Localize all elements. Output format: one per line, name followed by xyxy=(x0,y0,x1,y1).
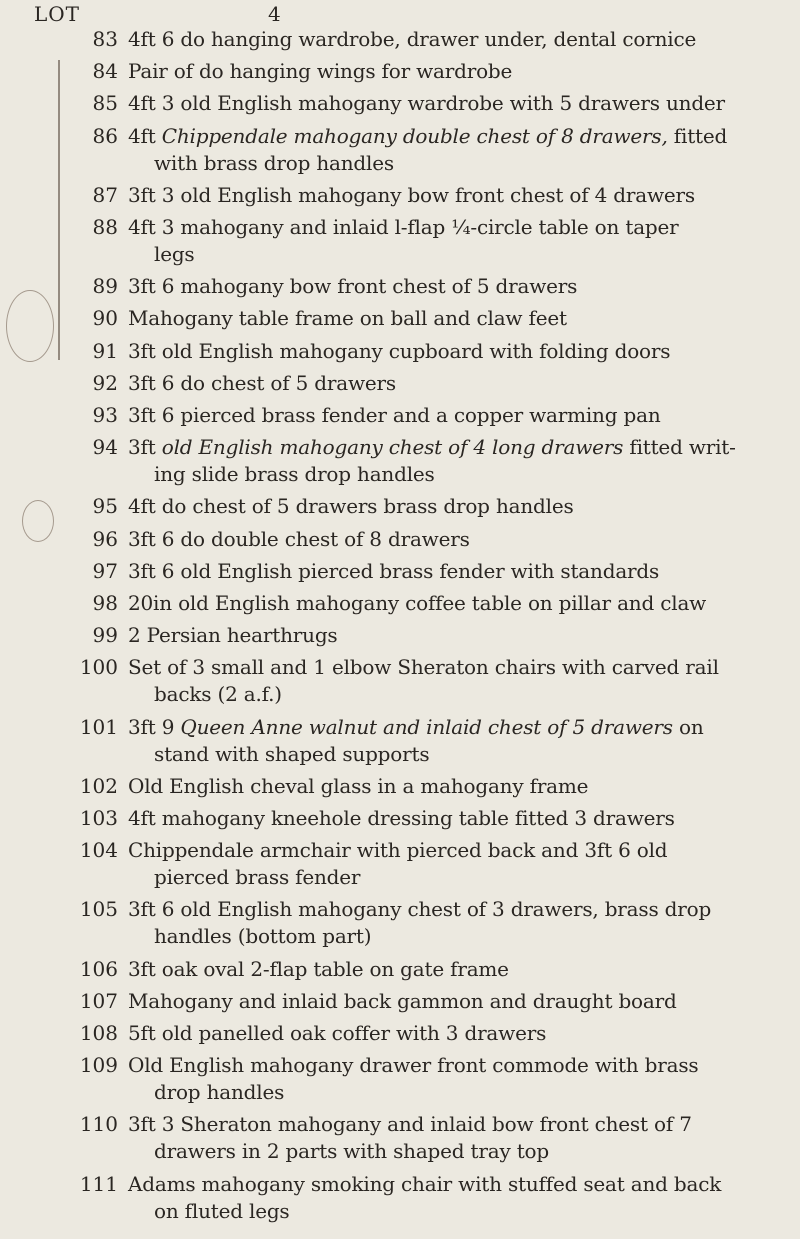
lot-number: 110 xyxy=(79,1112,118,1137)
lot-number: 94 xyxy=(92,435,118,460)
lot-description xyxy=(128,123,768,150)
lot-description-continuation: backs (2 a.f.) xyxy=(154,682,282,707)
lot-description-continuation: with brass drop handles xyxy=(154,150,394,175)
description-part: fitted writ- xyxy=(623,435,736,460)
lot-description-continuation: drawers in 2 parts with shaped tray top xyxy=(154,1139,550,1164)
lot-description-continuation: drop handles xyxy=(154,1080,285,1105)
lot-description: 2 Persian hearthrugs xyxy=(128,623,338,648)
lot-entry xyxy=(0,1171,800,1225)
lot-description: Old English mahogany drawer front commode with brass xyxy=(128,1053,699,1078)
lot-description: Adams mahogany smoking chair with stuffed seat and back xyxy=(128,1171,722,1196)
lot-number: 107 xyxy=(79,988,118,1013)
lot-description xyxy=(128,434,768,461)
lot-entry xyxy=(0,182,800,209)
lot-number: 90 xyxy=(92,306,118,331)
lot-entry xyxy=(0,526,800,553)
lot-number: 84 xyxy=(92,59,118,84)
lot-description: 3ft 6 mahogany bow front chest of 5 drawers xyxy=(128,274,578,299)
lot-description: 4ft 6 do hanging wardrobe, drawer under, dental cornice xyxy=(128,27,697,51)
lot-description: 3ft 6 do double chest of 8 drawers xyxy=(128,526,470,551)
lot-number: 88 xyxy=(92,215,118,239)
lot-description: 20in old English mahogany coffee table on pillar and claw xyxy=(128,591,707,615)
description-part: 4ft xyxy=(128,123,162,148)
lot-entry xyxy=(0,988,800,1015)
lot-description: Chippendale armchair with pierced back and 3ft 6 old xyxy=(128,838,668,863)
description-part: 3ft xyxy=(128,435,162,460)
lot-entry xyxy=(0,434,800,488)
lot-description: 3ft 6 pierced brass fender and a copper warming pan xyxy=(128,403,661,427)
lot-description: 3ft 6 old English pierced brass fender with standards xyxy=(128,558,660,583)
lot-number: 89 xyxy=(92,274,118,299)
lot-description-continuation: stand with shaped supports xyxy=(154,741,430,766)
lot-entry xyxy=(0,305,800,332)
lot-number: 109 xyxy=(79,1053,118,1078)
lot-description-continuation: pierced brass fender xyxy=(154,865,361,890)
lot-description: 4ft 3 old English mahogany wardrobe with 5 drawers under xyxy=(128,91,725,116)
lot-entry xyxy=(0,590,800,617)
lot-description: 5ft old panelled oak coffer with 3 drawers xyxy=(128,1021,547,1045)
lot-number: 85 xyxy=(92,91,118,116)
description-part: 3ft 9 xyxy=(128,714,181,739)
lot-description: 3ft oak oval 2-flap table on gate frame xyxy=(128,956,509,981)
lot-number: 91 xyxy=(92,338,118,363)
lot-description-continuation: ing slide brass drop handles xyxy=(154,462,435,487)
lot-entry xyxy=(0,714,800,768)
lot-description: 3ft old English mahogany cupboard with folding doors xyxy=(128,338,671,363)
description-italic-part: Chippendale mahogany double chest of 8 drawers, xyxy=(161,123,668,148)
lot-entry xyxy=(0,123,800,177)
lot-description: Old English cheval glass in a mahogany frame xyxy=(128,773,589,798)
lot-description: 3ft 3 Sheraton mahogany and inlaid bow front chest of 7 xyxy=(128,1112,692,1137)
lot-description: 3ft 3 old English mahogany bow front chest of 4 drawers xyxy=(128,182,695,207)
lot-number: 102 xyxy=(79,773,118,798)
lot-entry xyxy=(0,896,800,950)
lot-entry xyxy=(0,58,800,85)
lot-entry xyxy=(0,214,800,268)
description-italic-part: Queen Anne walnut and inlaid chest of 5 drawers xyxy=(180,714,673,739)
lot-entry xyxy=(0,338,800,365)
lot-description: 3ft 6 old English mahogany chest of 3 drawers, brass drop xyxy=(128,897,712,922)
lot-number: 105 xyxy=(79,897,118,922)
description-italic-part: old English mahogany chest of 4 long drawers xyxy=(161,435,624,460)
lot-number: 106 xyxy=(79,956,118,981)
lot-entry xyxy=(0,558,800,585)
lot-description xyxy=(128,714,768,741)
lot-description: 4ft 3 mahogany and inlaid l-flap ¼-circle table on taper xyxy=(128,215,679,239)
lot-number: 99 xyxy=(92,623,118,648)
lot-entry xyxy=(0,1111,800,1165)
lot-description: Mahogany table frame on ball and claw feet xyxy=(128,306,567,331)
lot-description: 3ft 6 do chest of 5 drawers xyxy=(128,370,396,395)
lot-description: 4ft mahogany kneehole dressing table fitted 3 drawers xyxy=(128,806,675,830)
lot-entry xyxy=(0,1052,800,1106)
lot-description-continuation: legs xyxy=(154,242,195,266)
lot-entry xyxy=(0,402,800,429)
lot-number: 98 xyxy=(92,591,118,615)
lot-number: 86 xyxy=(92,123,118,148)
lot-number: 100 xyxy=(79,655,118,680)
lot-description: Pair of do hanging wings for wardrobe xyxy=(128,59,513,84)
lot-entry xyxy=(0,370,800,397)
lot-number: 93 xyxy=(92,403,118,427)
lot-entry xyxy=(0,956,800,983)
lot-number: 95 xyxy=(92,494,118,519)
lot-number: 83 xyxy=(92,27,118,51)
lot-description: Mahogany and inlaid back gammon and draught board xyxy=(128,988,677,1013)
lot-description-continuation: handles (bottom part) xyxy=(154,924,372,949)
lot-description: 4ft do chest of 5 drawers brass drop handles xyxy=(128,494,574,519)
lot-description: Set of 3 small and 1 elbow Sheraton chairs with carved rail xyxy=(128,655,719,680)
lot-number: 111 xyxy=(79,1171,118,1196)
lot-column-heading: LOT xyxy=(34,2,81,26)
lot-number: 103 xyxy=(79,806,118,830)
lot-entry xyxy=(0,1020,800,1047)
lot-entry xyxy=(0,837,800,891)
description-part: on xyxy=(672,714,704,739)
lot-number: 104 xyxy=(79,838,118,863)
lot-entry xyxy=(0,493,800,520)
lot-entry xyxy=(0,26,800,53)
description-part: fitted xyxy=(667,123,728,148)
lot-number: 96 xyxy=(92,526,118,551)
lot-description-continuation: on fluted legs xyxy=(154,1198,290,1223)
lot-number: 97 xyxy=(92,558,118,583)
lot-entry xyxy=(0,273,800,300)
lot-number: 101 xyxy=(79,714,118,739)
page-number: 4 xyxy=(268,2,281,26)
lot-entry xyxy=(0,622,800,649)
lot-number: 87 xyxy=(92,182,118,207)
lot-number: 92 xyxy=(92,370,118,395)
lot-number: 108 xyxy=(79,1021,118,1045)
lot-entry xyxy=(0,773,800,800)
lot-entry xyxy=(0,805,800,832)
lot-entry xyxy=(0,90,800,117)
lot-entry xyxy=(0,654,800,708)
